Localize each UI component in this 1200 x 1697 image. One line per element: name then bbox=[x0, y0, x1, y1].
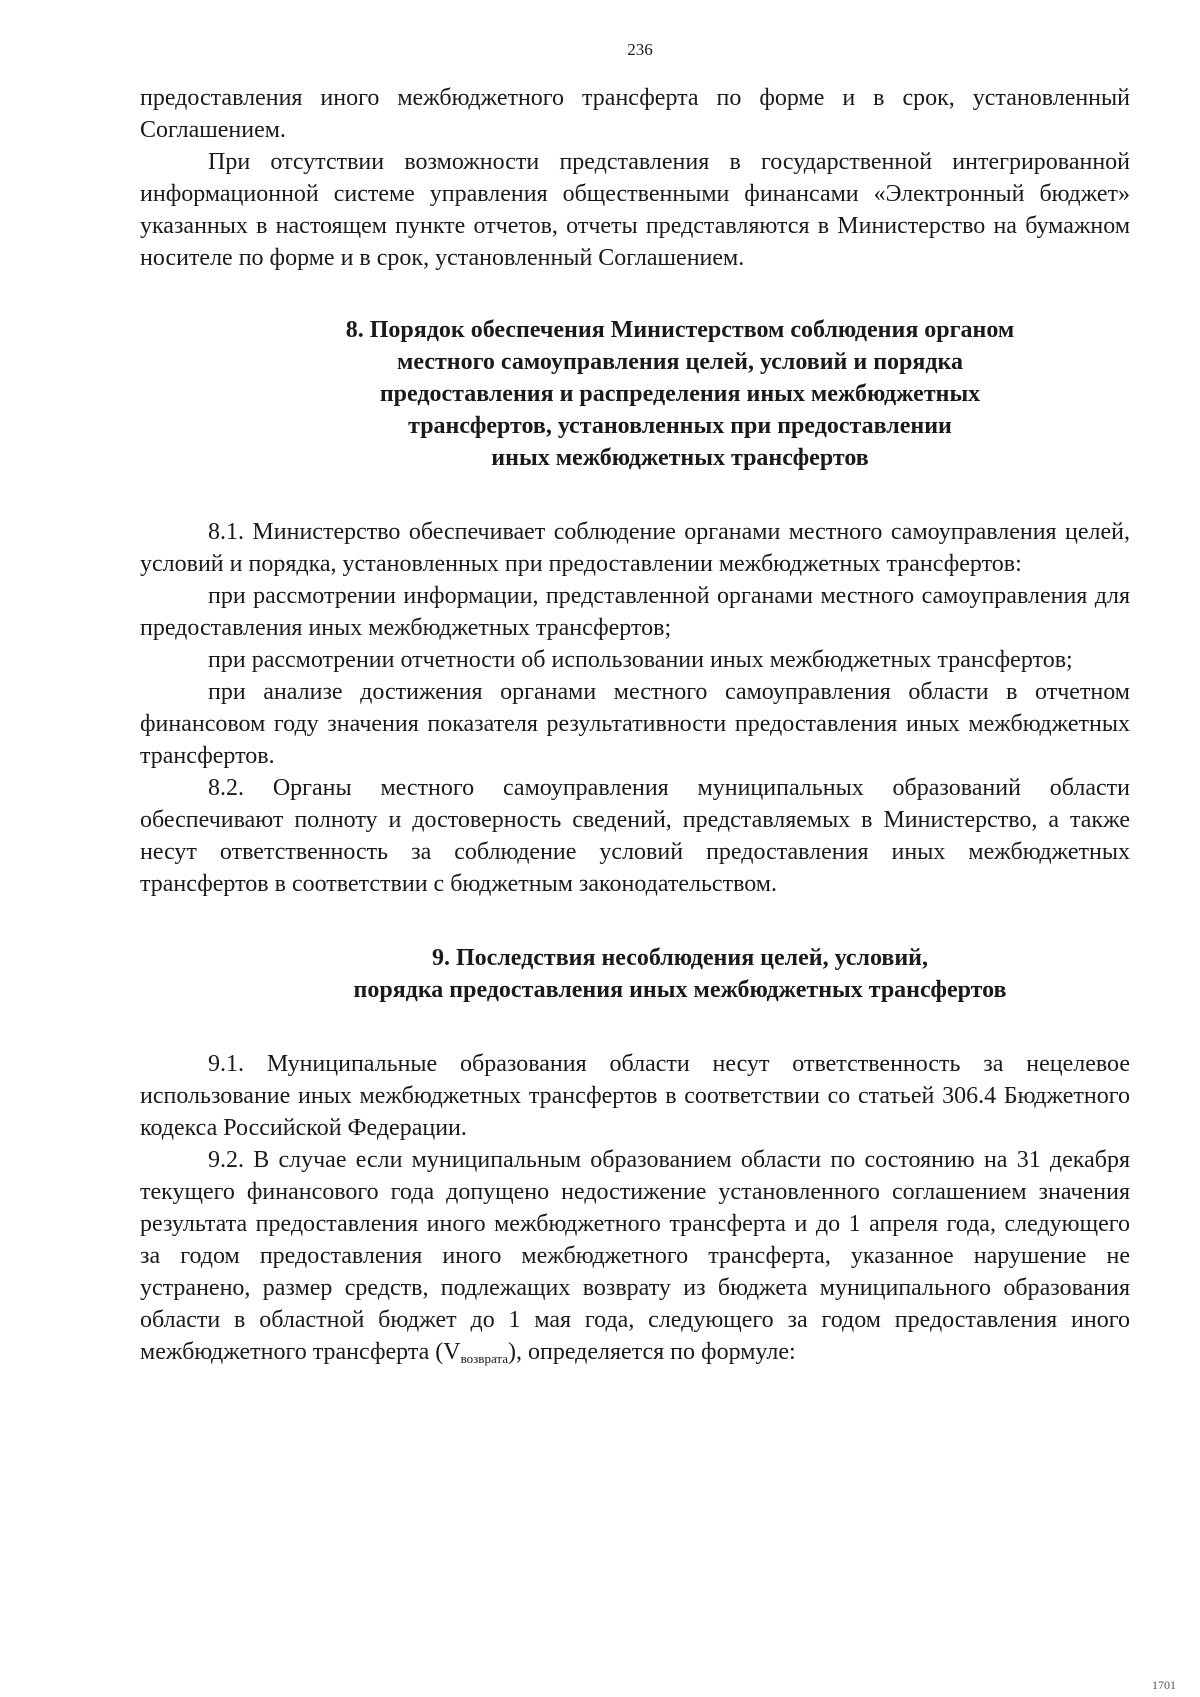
formula-subscript: возврата bbox=[460, 1351, 508, 1366]
section-9-heading-line: 9. Последствия несоблюдения целей, условий, bbox=[432, 945, 928, 971]
section-8-heading-line: иных межбюджетных трансфертов bbox=[491, 445, 869, 471]
list-item: при рассмотрении отчетности об использовании иных межбюджетных трансфертов; bbox=[208, 647, 1073, 673]
paragraph-8-1: 8.1. Министерство обеспечивает соблюдение органами местного самоуправления целей, условий и порядка, установленных при предоставлении межбюджетных трансфертов: bbox=[140, 519, 1130, 577]
list-item: при анализе достижения органами местного самоуправления области в отчетном финансовом году значения показателя результативности предоставления иных межбюджетных трансфертов. bbox=[140, 679, 1130, 769]
section-9-heading-line: порядка предоставления иных межбюджетных трансфертов bbox=[353, 977, 1007, 1003]
intro-paragraph-2: При отсутствии возможности представления в государственной интегрированной информационной системе управления общественными финансами «Электронный бюджет» указанных в настоящем пункте отчетов, отчеты представляются в Министерство на бумажном носителе по форме и в срок, установленный Соглашением. bbox=[140, 149, 1130, 271]
paragraph-9-2 bbox=[140, 1144, 1130, 1368]
paragraph-8-2: 8.2. Органы местного самоуправления муниципальных образований области обеспечивают полноту и достоверность сведений, представляемых в Министерство, а также несут ответственность за соблюдение условий предоставления иных межбюджетных трансфертов в соответствии с бюджетным законодательством. bbox=[140, 775, 1130, 897]
list-item: при рассмотрении информации, представленной органами местного самоуправления для предоставления иных межбюджетных трансфертов; bbox=[140, 583, 1130, 641]
intro-paragraph-1: предоставления иного межбюджетного трансферта по форме и в срок, установленный Соглашением. bbox=[140, 85, 1130, 143]
formula-symbol: V bbox=[443, 1339, 461, 1365]
document-page bbox=[140, 40, 1130, 1368]
section-9-heading bbox=[140, 942, 1130, 1006]
paragraph-9-2-text: 9.2. В случае если муниципальным образованием области по состоянию на 31 декабря текущего финансового года допущено недостижение установленного соглашением значения результата предоставления иного межбюджетного трансферта и до 1 апреля года, следующего за годом предоставления иного межбюджетного трансферта, указанное нарушение не устранено, размер средств, подлежащих возврату из бюджета муниципального образования области в областной бюджет до 1 мая года, следующего за годом предоставления иного межбюджетного трансферта ( bbox=[140, 1147, 1130, 1365]
section-8-heading-line: трансфертов, установленных при предоставлении bbox=[408, 413, 952, 439]
section-8-heading-line: 8. Порядок обеспечения Министерством соблюдения органом bbox=[345, 317, 1015, 343]
section-8-heading-line: предоставления и распределения иных межбюджетных bbox=[379, 381, 981, 407]
paragraph-9-1: 9.1. Муниципальные образования области несут ответственность за нецелевое использование иных межбюджетных трансфертов в соответствии со статьей 306.4 Бюджетного кодекса Российской Федерации. bbox=[140, 1051, 1130, 1141]
section-8-heading bbox=[140, 314, 1130, 474]
scan-mark: 1701 bbox=[1152, 1678, 1176, 1692]
paragraph-9-2-tail: ), определяется по формуле: bbox=[508, 1339, 796, 1365]
section-8-heading-line: местного самоуправления целей, условий и порядка bbox=[397, 349, 963, 375]
page-number: 236 bbox=[627, 40, 653, 59]
